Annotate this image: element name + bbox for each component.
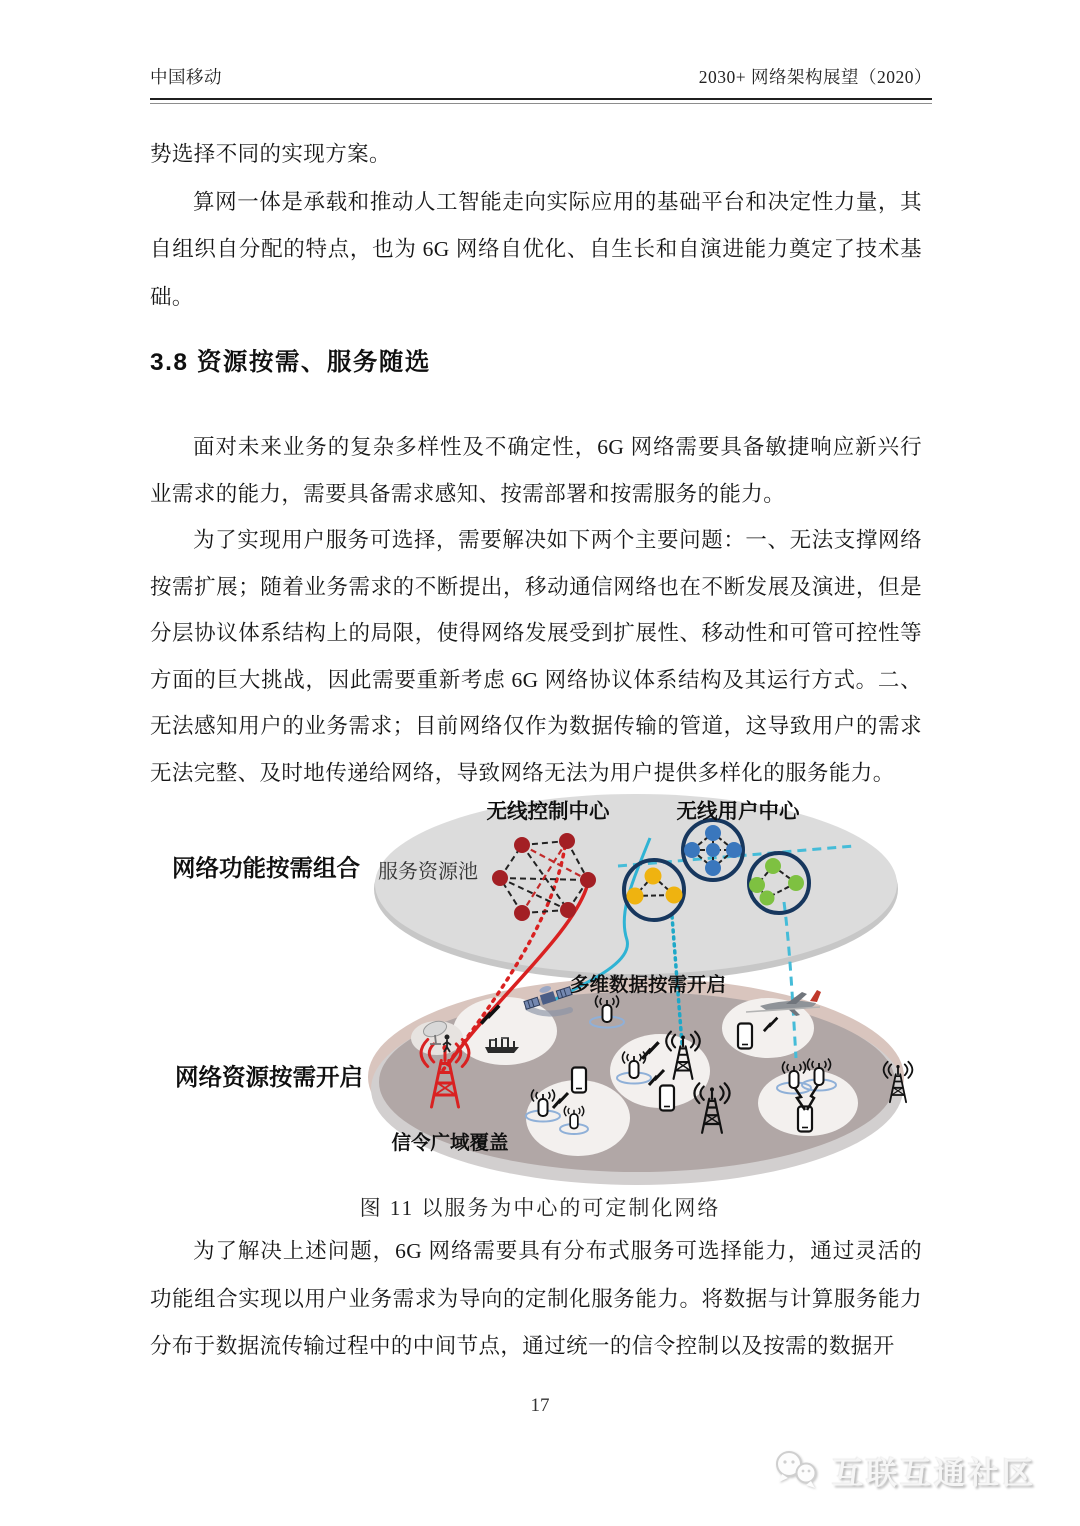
wechat-logo-icon bbox=[772, 1449, 824, 1493]
label-multidim-data: 多维数据按需开启 bbox=[569, 974, 727, 996]
paragraph-3: 为了实现用户服务可选择，需要解决如下两个主要问题：一、无法支撑网络按需扩展；随着业务需求的不断提出，移动通信网络也在不断发展及演进，但是分层协议体系结构上的局限，使得网络发展受到扩展性、移动性和可管可控性等方面的巨大挑战，因此需要重新考虑 6G 网络协议体系结构及其运行方式。二、无法感知用户的业务需求；目前网络仅作为数据传输的管道，这导致用户的需求无法完整、及时地传递给网络，导致网络无法为用户提供多样化的服务能力。 bbox=[150, 528, 922, 785]
page-number: 17 bbox=[530, 1395, 550, 1416]
watermark bbox=[772, 1448, 1036, 1493]
label-service-pool: 服务资源池 bbox=[378, 861, 478, 883]
header-right-title: 2030+ 网络架构展望（2020） bbox=[698, 67, 932, 87]
figure-caption: 图 11 以服务为中心的可定制化网络 bbox=[359, 1196, 721, 1220]
watermark-text: 互联互通社区 bbox=[832, 1456, 1036, 1491]
label-function-combo: 网络功能按需组合 bbox=[172, 855, 360, 881]
service-pool-ellipse bbox=[374, 794, 898, 981]
header-rule bbox=[150, 98, 932, 104]
page-header bbox=[150, 64, 932, 104]
body-block-3 bbox=[150, 1228, 922, 1371]
paragraph-1: 算网一体是承载和推动人工智能走向实际应用的基础平台和决定性力量，其自组织自分配的特点，也为 6G 网络自优化、自生长和自演进能力奠定了技术基础。 bbox=[150, 189, 922, 309]
label-control-center: 无线控制中心 bbox=[486, 800, 610, 823]
section-heading: 3.8 资源按需、服务随选 bbox=[150, 349, 431, 376]
label-signaling-coverage: 信令广域覆盖 bbox=[391, 1132, 509, 1154]
label-resource-open: 网络资源按需开启 bbox=[175, 1064, 363, 1090]
header-left-title: 中国移动 bbox=[150, 67, 222, 87]
label-user-center: 无线用户中心 bbox=[676, 800, 800, 823]
paragraph-4: 为了解决上述问题，6G 网络需要具有分布式服务可选择能力，通过灵活的功能组合实现以用户业务需求为导向的定制化服务能力。将数据与计算服务能力分布于数据流传输过程中的中间节点，通过统一的信令控制以及按需的数据开 bbox=[150, 1239, 922, 1358]
body-block-2 bbox=[150, 424, 922, 796]
network-diagram bbox=[150, 788, 930, 1188]
paragraph-continuation: 势选择不同的实现方案。 bbox=[150, 142, 391, 166]
body-block-1 bbox=[150, 131, 922, 321]
paragraph-2: 面对未来业务的复杂多样性及不确定性，6G 网络需要具备敏捷响应新兴行业需求的能力，需要具备需求感知、按需部署和按需服务的能力。 bbox=[150, 435, 922, 506]
figure-11-diagram bbox=[150, 788, 930, 1188]
